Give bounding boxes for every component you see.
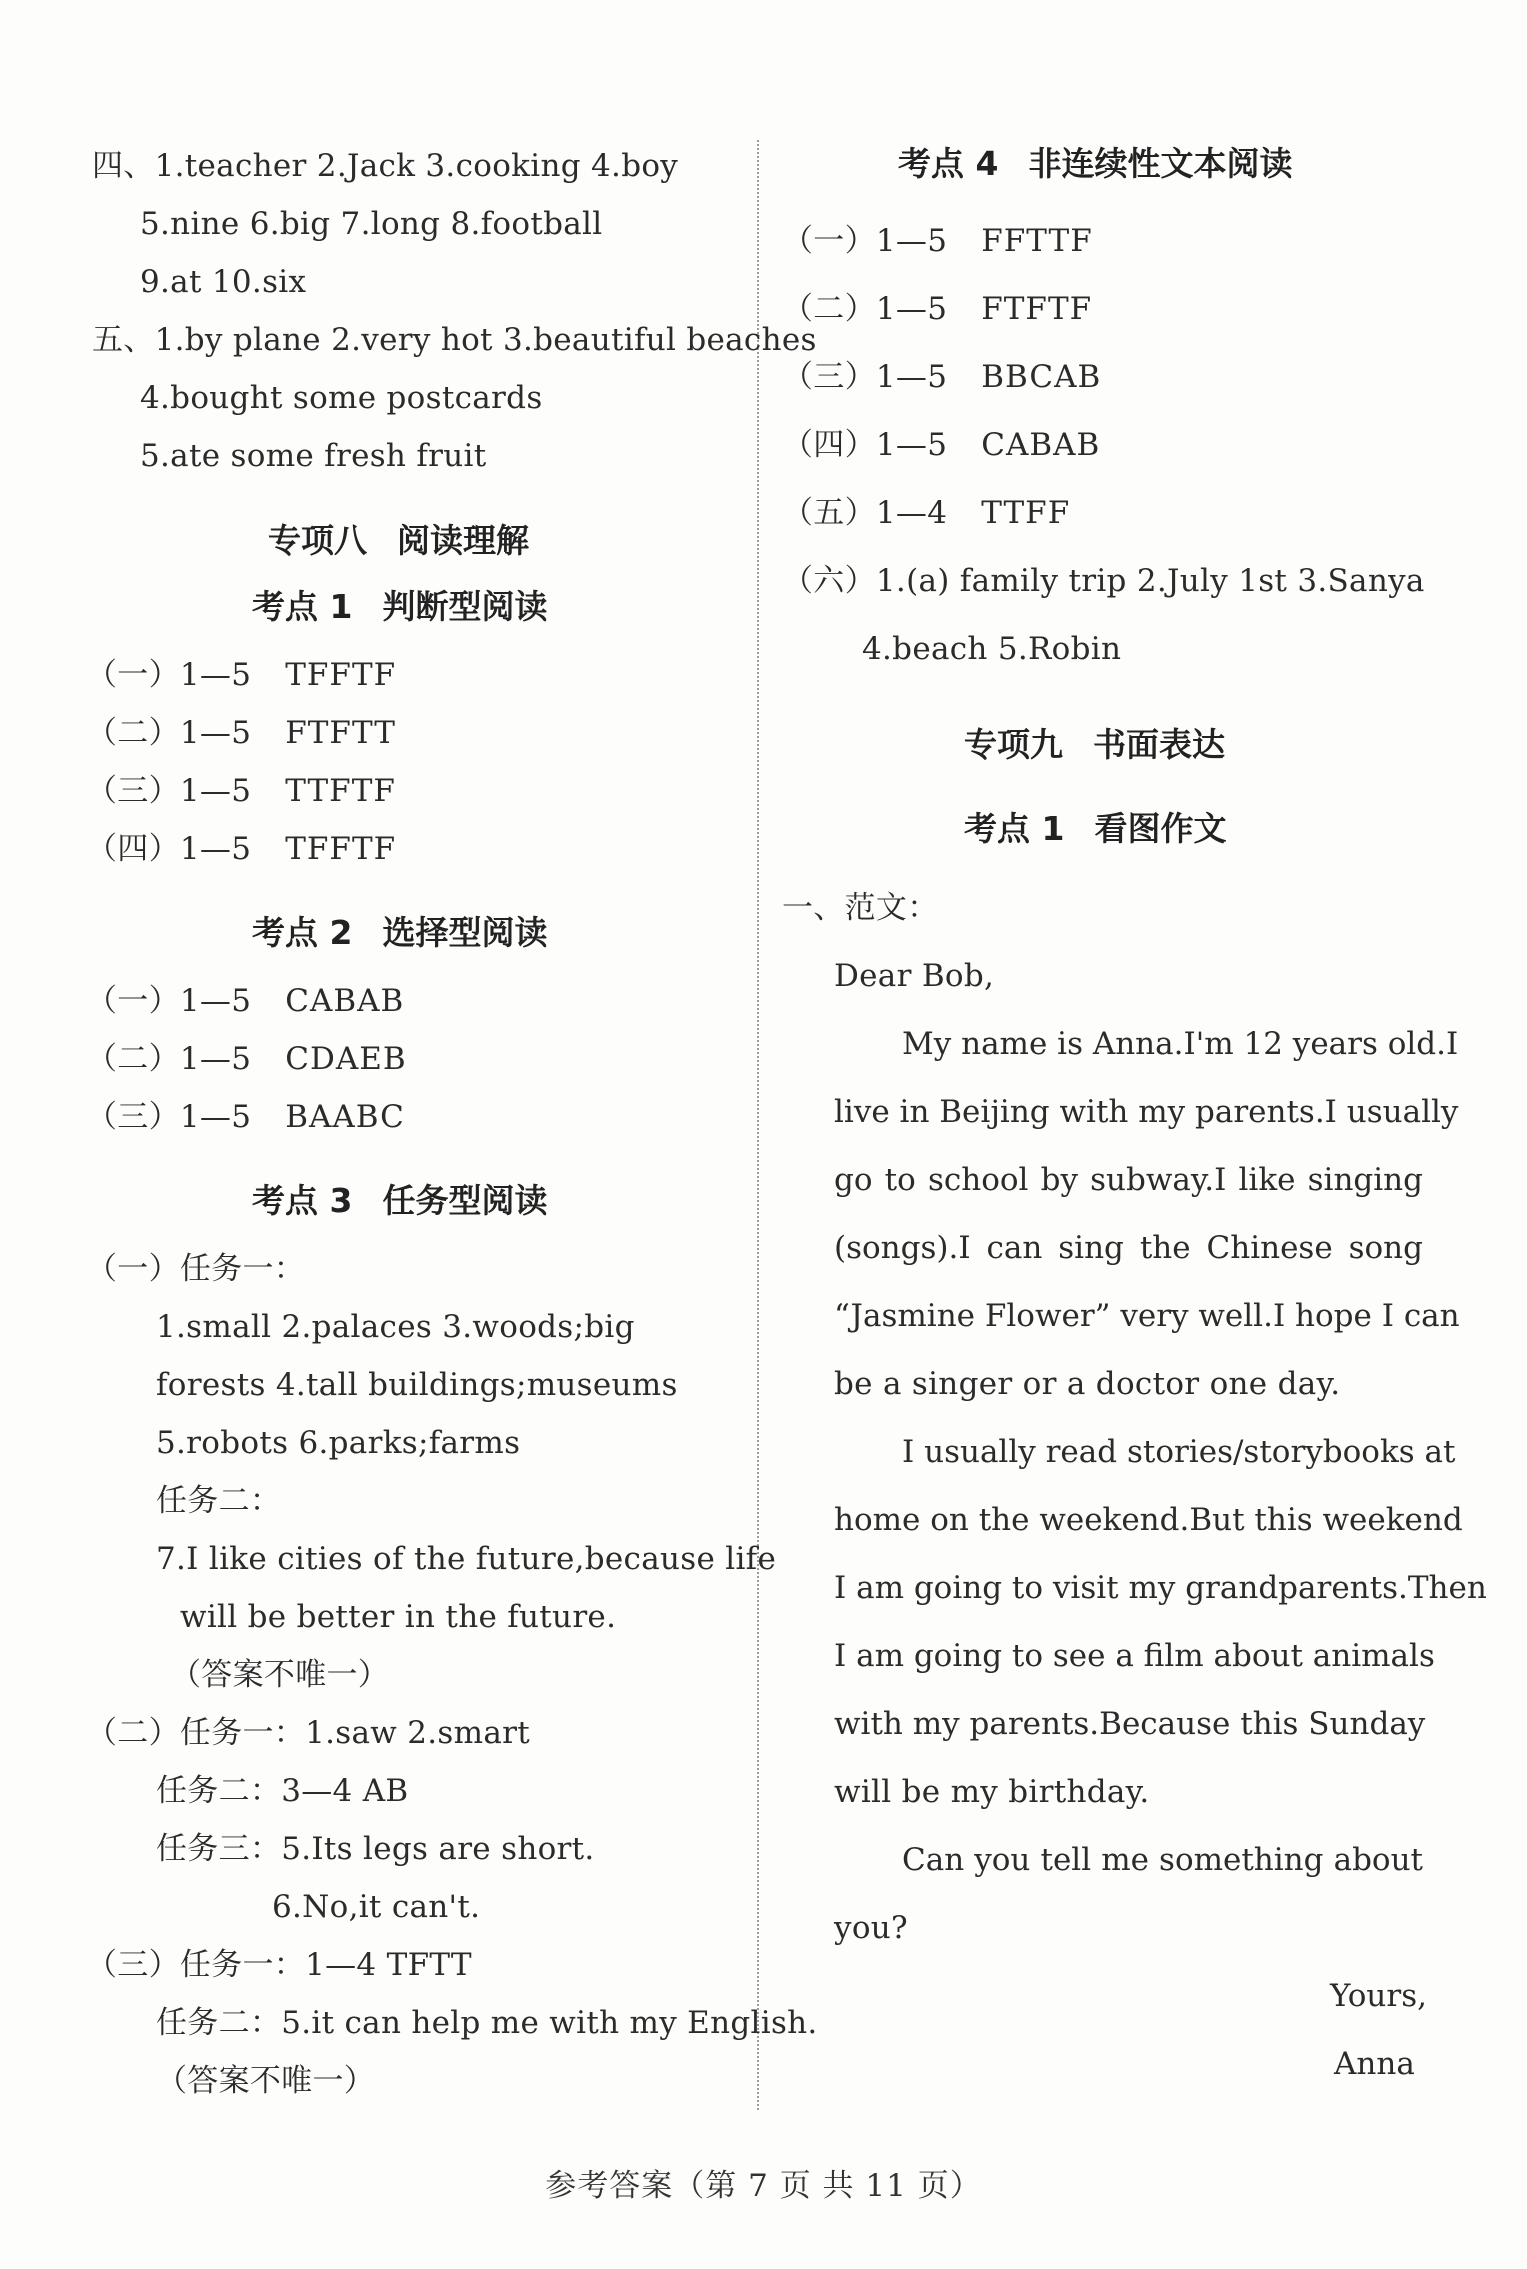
letter-line: go to school by subway.I like singing — [834, 1162, 1423, 1198]
letter-line: I usually read stories/storybooks at — [902, 1434, 1456, 1470]
kaodian-1-title: 判断型阅读 — [382, 587, 548, 626]
kd1-row-3: （三）1—5 TTFTF — [86, 773, 396, 809]
letter-line: (songs).I can sing the Chinese song — [834, 1230, 1423, 1266]
special-8-title: 阅读理解 — [397, 521, 529, 560]
kd3-part3-line-1: （三）任务一：1—4 TFTT — [86, 1947, 472, 1983]
kaodian-2-number: 考点 2 — [252, 913, 353, 952]
page-footer: 参考答案（第 7 页 共 11 页） — [545, 2168, 982, 2204]
kd3-part1-line-2: forests 4.tall buildings;museums — [156, 1367, 678, 1403]
letter-line: with my parents.Because this Sunday — [834, 1706, 1426, 1742]
kd3-part2-line-1: （二）任务一：1.saw 2.smart — [86, 1715, 530, 1751]
kaodian-4-number: 考点 4 — [898, 144, 999, 183]
kd3-part2-line-4: 6.No,it can't. — [272, 1889, 481, 1925]
special-9-title: 书面表达 — [1093, 725, 1225, 764]
special-8-heading — [268, 520, 529, 562]
kd3-part2-line-2: 任务二：3—4 AB — [156, 1773, 409, 1809]
letter-line: home on the weekend.But this weekend — [834, 1502, 1463, 1538]
section-4-line-1: 四、1.teacher 2.Jack 3.cooking 4.boy — [92, 148, 679, 184]
letter-signature: Anna — [1334, 2046, 1415, 2082]
kd3-part2-line-3: 任务三：5.Its legs are short. — [156, 1831, 595, 1867]
section-4-line-2: 5.nine 6.big 7.long 8.football — [140, 206, 603, 242]
kaodian-3-number: 考点 3 — [252, 1181, 353, 1220]
letter-line: I am going to visit my grandparents.Then — [834, 1570, 1487, 1606]
kd2-row-1: （一）1—5 CABAB — [86, 983, 405, 1019]
kd4-row-2: （二）1—5 FTFTF — [782, 291, 1093, 327]
kd3-part1-line-5: will be better in the future. — [180, 1599, 617, 1635]
kd3-part1-line-3: 5.robots 6.parks;farms — [156, 1425, 521, 1461]
kd4-row-3: （三）1—5 BBCAB — [782, 359, 1102, 395]
letter-line: be a singer or a doctor one day. — [834, 1366, 1341, 1402]
kd4-row-4: （四）1—5 CABAB — [782, 427, 1101, 463]
kd3-part1-line-4: 7.I like cities of the future,because life — [156, 1541, 777, 1577]
section-4-line-3: 9.at 10.six — [140, 264, 307, 300]
special-8-number: 专项八 — [268, 521, 367, 560]
kaodian-1-number: 考点 1 — [252, 587, 353, 626]
special-9-heading — [964, 724, 1225, 766]
letter-line: I am going to see a film about animals — [834, 1638, 1435, 1674]
letter-line: live in Beijing with my parents.I usually — [834, 1094, 1459, 1130]
kaodian-4-title: 非连续性文本阅读 — [1028, 144, 1293, 183]
kd1-row-1: （一）1—5 TFFTF — [86, 657, 397, 693]
section-5-line-1: 五、1.by plane 2.very hot 3.beautiful beaches — [92, 322, 817, 358]
letter-line: Can you tell me something about — [902, 1842, 1423, 1878]
kaodian-1-heading — [252, 586, 547, 628]
kaodian-3-heading — [252, 1180, 547, 1222]
kd3-part3-note: （答案不唯一） — [156, 2063, 376, 2099]
kd3-part1-task2-label: 任务二： — [156, 1483, 282, 1519]
kd1-row-2: （二）1—5 FTFTT — [86, 715, 396, 751]
column-divider — [757, 140, 759, 2110]
section-5-line-3: 5.ate some fresh fruit — [140, 438, 487, 474]
kd3-part1-task1-label: （一）任务一： — [86, 1251, 306, 1287]
kd1-row-4: （四）1—5 TFFTF — [86, 831, 397, 867]
letter-line: will be my birthday. — [834, 1774, 1150, 1810]
sample-essay-label: 一、范文： — [782, 890, 939, 926]
kd2-row-2: （二）1—5 CDAEB — [86, 1041, 407, 1077]
special-9-number: 专项九 — [964, 725, 1063, 764]
kaodian-2-title: 选择型阅读 — [382, 913, 548, 952]
kd4-part6-line-2: 4.beach 5.Robin — [862, 631, 1122, 667]
kd2-row-3: （三）1—5 BAABC — [86, 1099, 405, 1135]
letter-greeting: Dear Bob, — [834, 958, 995, 994]
kd3-part1-note: （答案不唯一） — [170, 1657, 390, 1693]
letter-line: “Jasmine Flower” very well.I hope I can — [834, 1298, 1460, 1334]
kaodian-4-heading — [898, 143, 1292, 185]
kd4-part6-line-1: （六）1.(a) family trip 2.July 1st 3.Sanya — [782, 563, 1425, 599]
kaodian-2-heading — [252, 912, 547, 954]
letter-closing: Yours, — [1330, 1978, 1427, 2014]
section-5-line-2: 4.bought some postcards — [140, 380, 543, 416]
kaodian-1-writing-number: 考点 1 — [964, 809, 1065, 848]
letter-line: you? — [834, 1910, 908, 1946]
kd4-row-5: （五）1—4 TTFF — [782, 495, 1071, 531]
kd4-row-1: （一）1—5 FFTTF — [782, 223, 1093, 259]
kd3-part3-line-2: 任务二：5.it can help me with my English. — [156, 2005, 818, 2041]
kd3-part1-line-1: 1.small 2.palaces 3.woods;big — [156, 1309, 635, 1345]
letter-line: My name is Anna.I'm 12 years old.I — [902, 1026, 1459, 1062]
kaodian-1-writing-title: 看图作文 — [1094, 809, 1227, 848]
kaodian-3-title: 任务型阅读 — [382, 1181, 548, 1220]
kaodian-1-writing-heading — [964, 808, 1226, 850]
